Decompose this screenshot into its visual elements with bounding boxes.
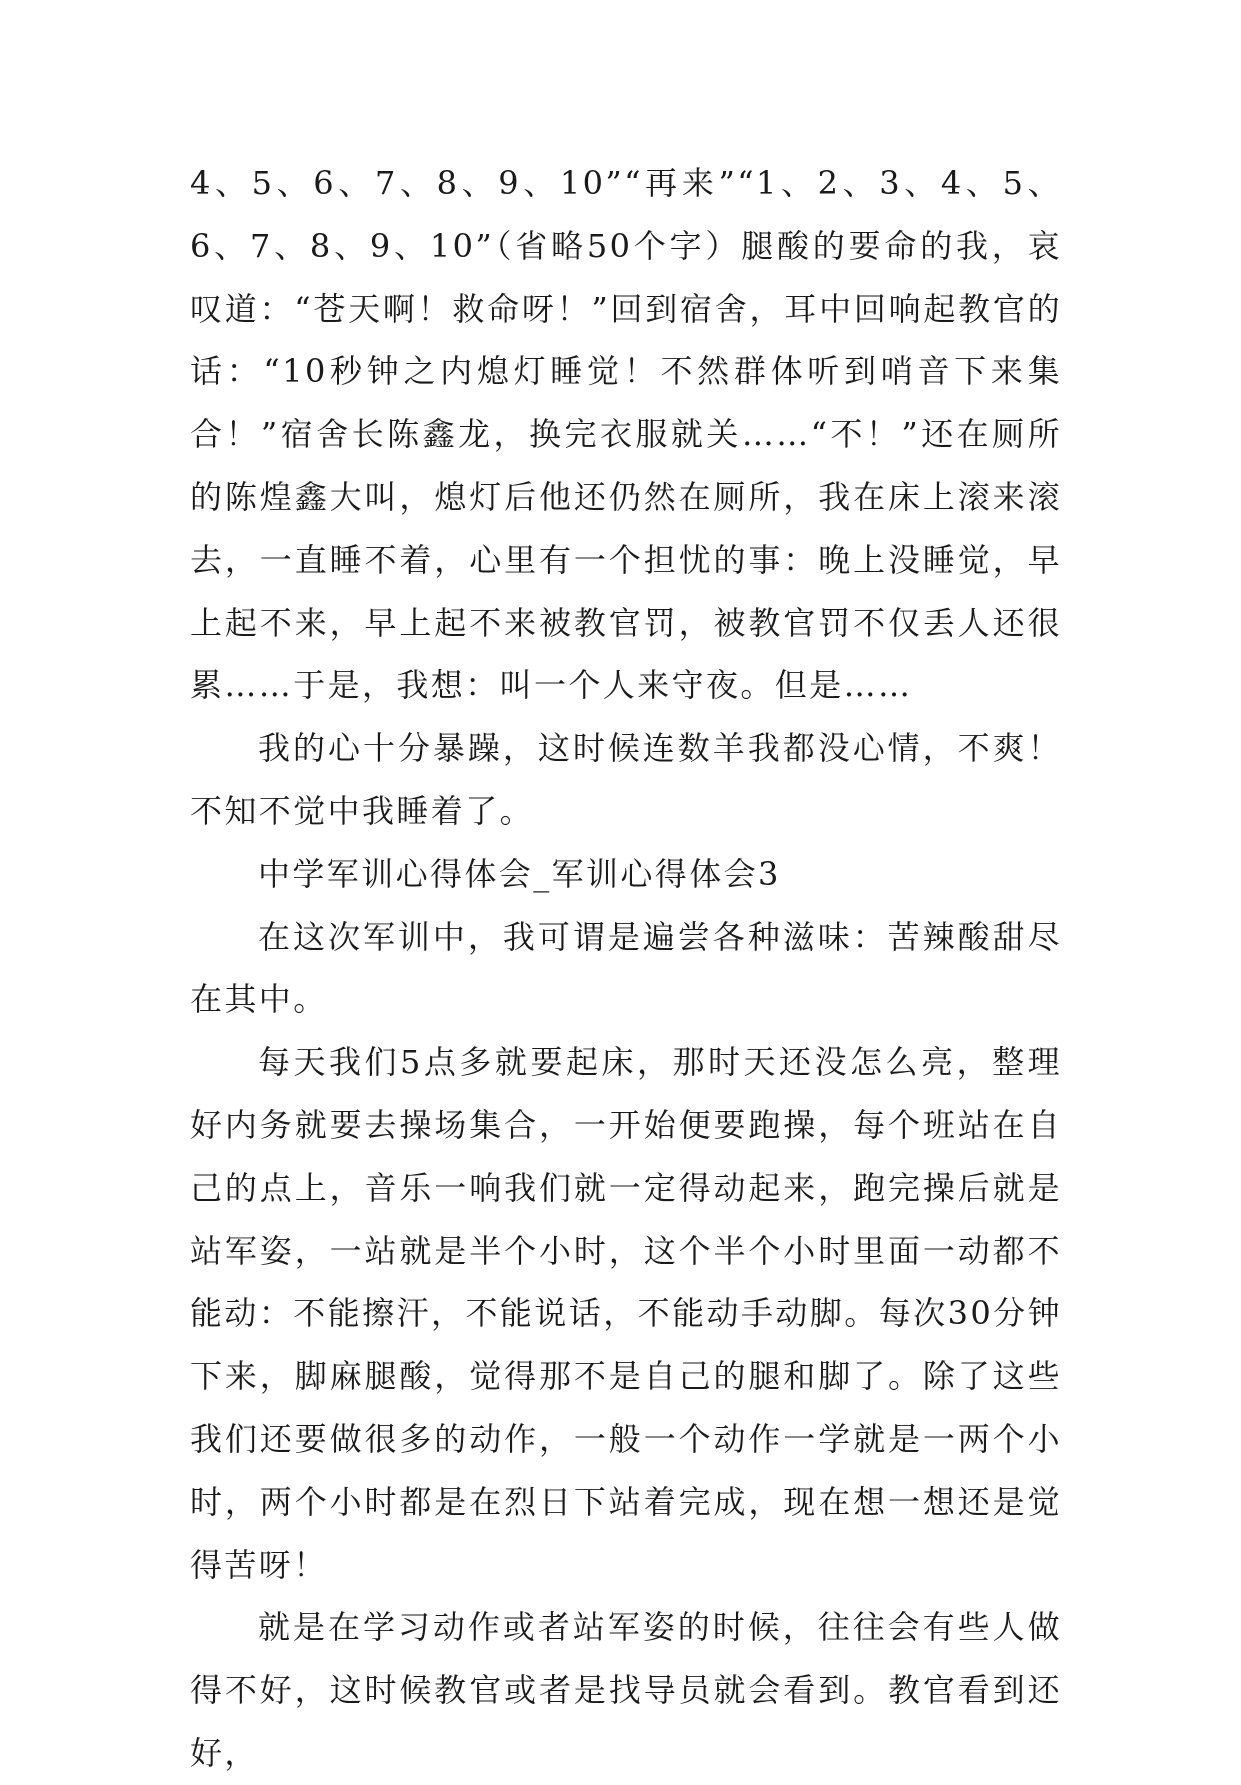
- paragraph: 4、5、6、7、8、9、10”“再来”“1、2、3、4、5、6、7、8、9、10”（省略50个字）腿酸的要命的我，哀叹道：“苍天啊！救命呀！”回到宿舍，耳中回响起教官的话：“10秒钟之内熄灯睡觉！不然群体听到哨音下来集合！”宿舍长陈鑫龙，换完衣服就关……“不！”还在厕所的陈煌鑫大叫，熄灯后他还仍然在厕所，我在床上滚来滚去，一直睡不着，心里有一个担忧的事：晚上没睡觉，早上起不来，早上起不来被教官罚，被教官罚不仅丢人还很累……于是，我想：叫一个人来守夜。但是……: [190, 164, 1062, 705]
- paragraph: 在这次军训中，我可谓是遍尝各种滋味：苦辣酸甜尽在其中。: [190, 917, 1062, 1019]
- paragraph: 就是在学习动作或者站军姿的时候，往往会有些人做得不好，这时候教官或者是找导员就会看到。教官看到还好，: [190, 1608, 1062, 1772]
- document-body: [190, 152, 1062, 1785]
- section-heading: 中学军训心得体会_军训心得体会3: [258, 854, 781, 893]
- paragraph: 每天我们5点多就要起床，那时天还没怎么亮，整理好内务就要去操场集合，一开始便要跑操，每个班站在自己的点上，音乐一响我们就一定得动起来，跑完操后就是站军姿，一站就是半个小时，这个半个小时里面一动都不能动：不能擦汗，不能说话，不能动手动脚。每次30分钟下来，脚麻腿酸，觉得那不是自己的腿和脚了。除了这些我们还要做很多的动作，一般一个动作一学就是一两个小时，两个小时都是在烈日下站着完成，现在想一想还是觉得苦呀！: [190, 1043, 1062, 1584]
- paragraph: 我的心十分暴躁，这时候连数羊我都没心情，不爽！不知不觉中我睡着了。: [190, 729, 1062, 830]
